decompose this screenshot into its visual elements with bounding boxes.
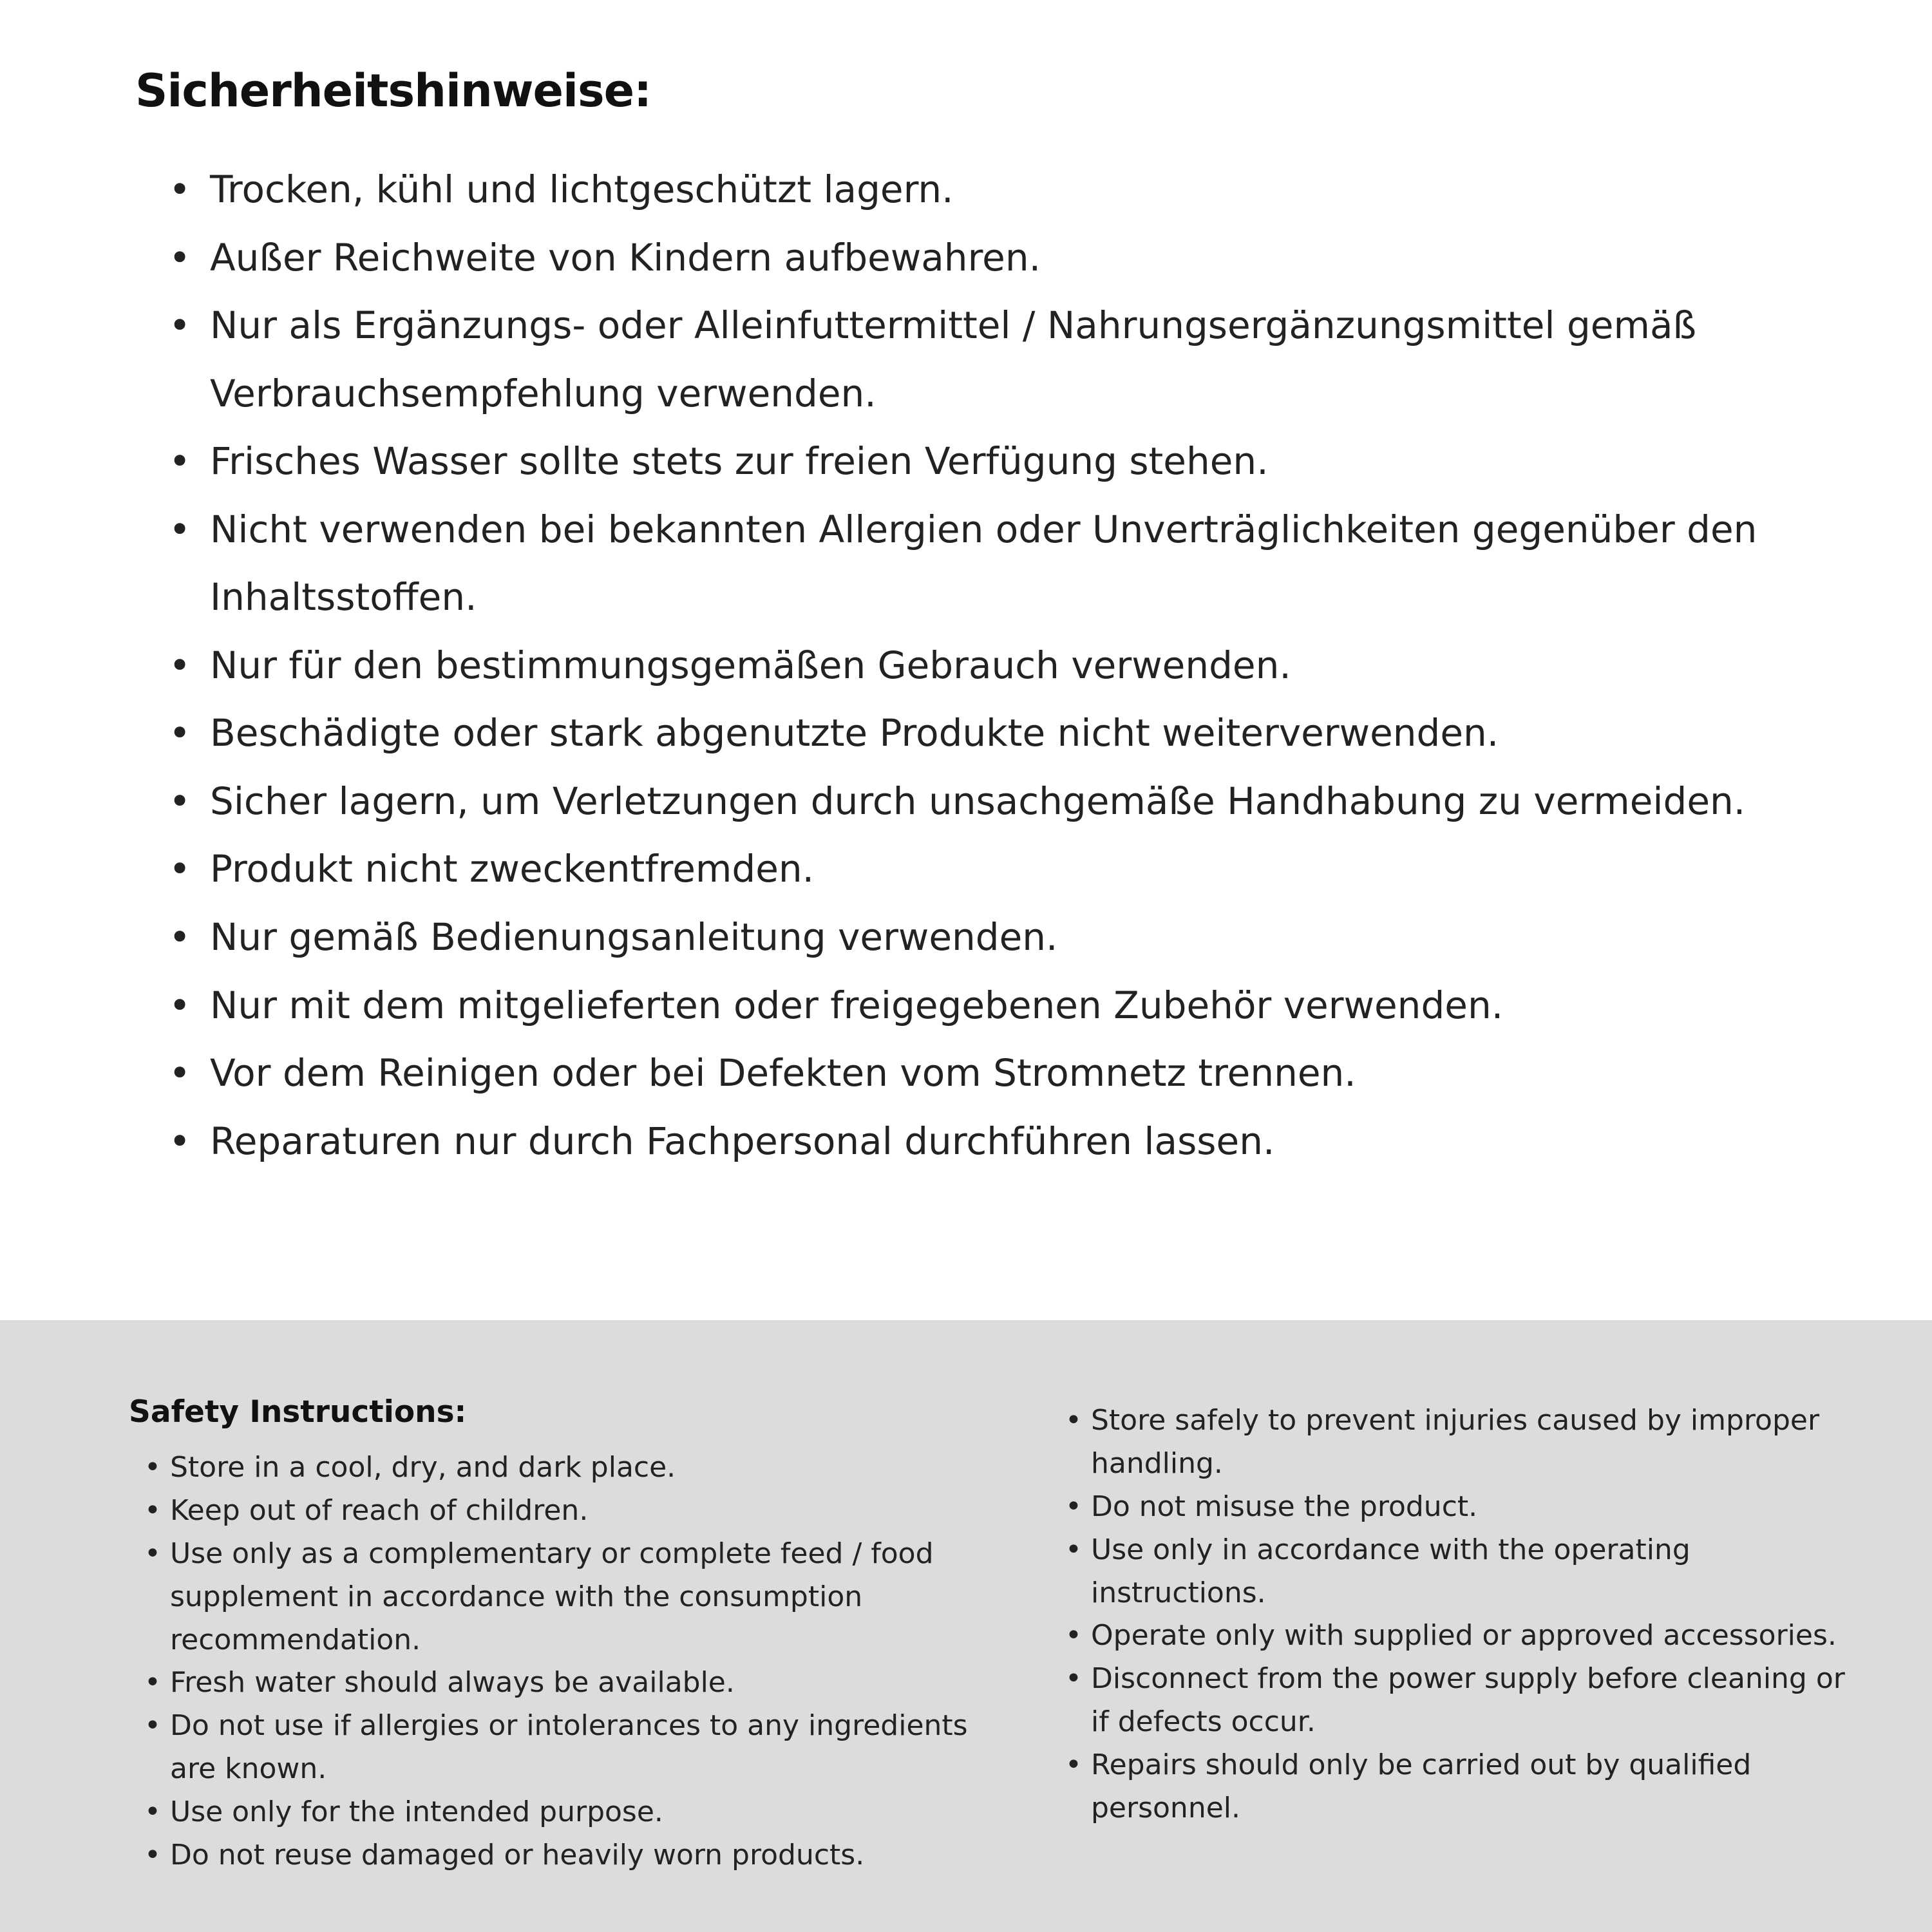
list-item: • Außer Reichweite von Kindern aufbewahren. (169, 224, 1842, 292)
list-item: • Trocken, kühl und lichtgeschützt lagern. (169, 156, 1842, 224)
list-item: • Nicht verwenden bei bekannten Allergien oder Unverträglichkeiten gegenüber den Inhaltsstoffen. (169, 496, 1842, 632)
list-item: • Nur gemäß Bedienungsanleitung verwenden. (169, 904, 1842, 972)
list-item: • Nur für den bestimmungsgemäßen Gebrauch verwenden. (169, 632, 1842, 700)
list-item: • Repairs should only be carried out by qualified personnel. (1063, 1744, 1855, 1830)
list-item: • Operate only with supplied or approved accessories. (1063, 1615, 1855, 1658)
english-safety-list-left (142, 1446, 1005, 1877)
english-heading: Safety Instructions: (129, 1394, 467, 1430)
list-item: • Store safely to prevent injuries caused by improper handling. (1063, 1399, 1855, 1486)
english-left-column (129, 1394, 1005, 1877)
list-item: • Nur als Ergänzungs- oder Alleinfuttermittel / Nahrungsergänzungsmittel gemäß Verbrauchsempfehlung verwenden. (169, 292, 1842, 428)
list-item: • Do not use if allergies or intolerances to any ingredients are known. (142, 1705, 1005, 1791)
list-item: • Produkt nicht zweckentfremden. (169, 835, 1842, 904)
list-item: • Disconnect from the power supply before cleaning or if defects occur. (1063, 1658, 1855, 1744)
list-item: • Store in a cool, dry, and dark place. (142, 1446, 1005, 1490)
list-item: • Beschädigte oder stark abgenutzte Produkte nicht weiterverwenden. (169, 699, 1842, 768)
list-item: • Vor dem Reinigen oder bei Defekten vom Stromnetz trennen. (169, 1039, 1842, 1108)
german-safety-list (169, 156, 1842, 1175)
list-item: • Frisches Wasser sollte stets zur freien Verfügung stehen. (169, 428, 1842, 496)
list-item: • Use only as a complementary or complete feed / food supplement in accordance with the consumption recommendation. (142, 1533, 1005, 1662)
list-item: • Use only in accordance with the operating instructions. (1063, 1529, 1855, 1615)
english-right-column (1050, 1394, 1855, 1830)
list-item: • Do not misuse the product. (1063, 1486, 1855, 1529)
english-safety-list-right (1063, 1399, 1855, 1830)
list-item: • Do not reuse damaged or heavily worn products. (142, 1834, 1005, 1877)
list-item: • Nur mit dem mitgelieferten oder freigegebenen Zubehör verwenden. (169, 972, 1842, 1040)
english-safety-section (0, 1320, 1932, 1932)
list-item: • Keep out of reach of children. (142, 1490, 1005, 1533)
list-item: • Use only for the intended purpose. (142, 1791, 1005, 1834)
list-item: • Sicher lagern, um Verletzungen durch unsachgemäße Handhabung zu vermeiden. (169, 768, 1842, 836)
german-heading: Sicherheitshinweise: (135, 64, 652, 117)
list-item: • Reparaturen nur durch Fachpersonal durchführen lassen. (169, 1108, 1842, 1176)
list-item: • Fresh water should always be available. (142, 1662, 1005, 1705)
